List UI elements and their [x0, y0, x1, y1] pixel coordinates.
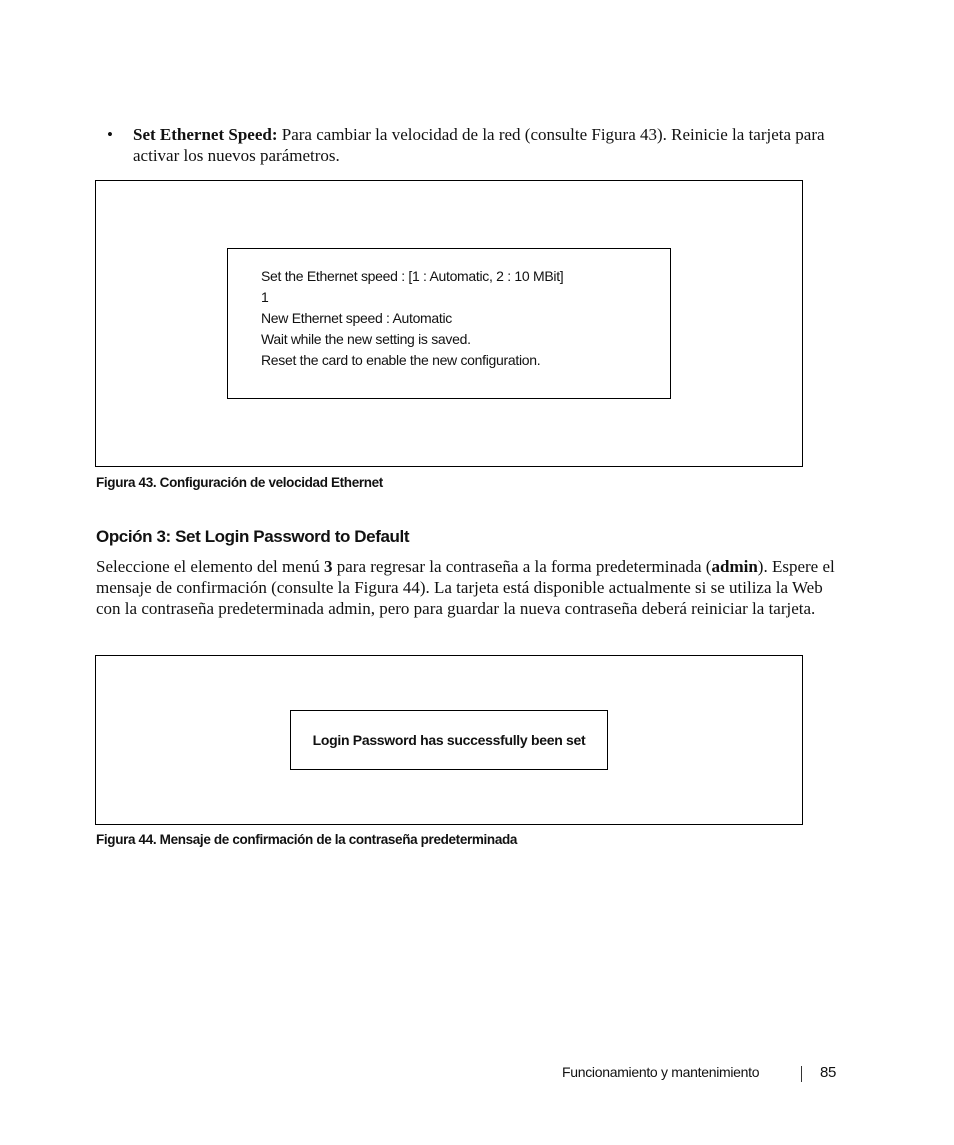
- console-line: New Ethernet speed : Automatic: [261, 310, 452, 326]
- para-text: para regresar la contraseña a la forma predeterminada (: [332, 557, 712, 576]
- console-line: Wait while the new setting is saved.: [261, 331, 471, 347]
- bullet-description: Para cambiar la velocidad de la red (consulte Figura 43). Reinicie la tarjeta para activar los nuevos parámetros.: [133, 125, 825, 165]
- console-line: 1: [261, 289, 269, 305]
- bullet-symbol: •: [107, 125, 113, 144]
- bullet-term: Set Ethernet Speed:: [133, 125, 278, 144]
- footer-section-title: Funcionamiento y mantenimiento: [562, 1064, 760, 1080]
- figure-44-caption: Figura 44. Mensaje de confirmación de la contraseña predeterminada: [96, 832, 518, 847]
- para-bold-menu-number: 3: [324, 557, 333, 576]
- page-number: 85: [820, 1064, 837, 1081]
- console-line: Reset the card to enable the new configuration.: [261, 352, 541, 368]
- console-line: Set the Ethernet speed : [1 : Automatic, 2 : 10 MBit]: [261, 268, 564, 284]
- para-text: ). Espere el mensaje de confirmación (consulte la Figura 44). La tarjeta está disponible actualmente si se utiliza la Web con la contraseña predeterminada admin, pero para guardar la nueva contraseña deberá reiniciar la tarjeta.: [96, 557, 835, 618]
- bullet-text: [133, 124, 847, 166]
- para-text: Seleccione el elemento del menú: [96, 557, 324, 576]
- bullet-item-set-ethernet-speed: [107, 124, 847, 166]
- figure-43-console-text: [261, 266, 563, 371]
- section-body-paragraph: [96, 556, 848, 619]
- section-heading: Opción 3: Set Login Password to Default: [96, 527, 410, 546]
- figure-44-message: Login Password has successfully been set: [312, 732, 586, 748]
- figure-43-caption: Figura 43. Configuración de velocidad Ethernet: [96, 475, 383, 490]
- footer-separator: [801, 1066, 802, 1082]
- para-bold-admin: admin: [711, 557, 758, 576]
